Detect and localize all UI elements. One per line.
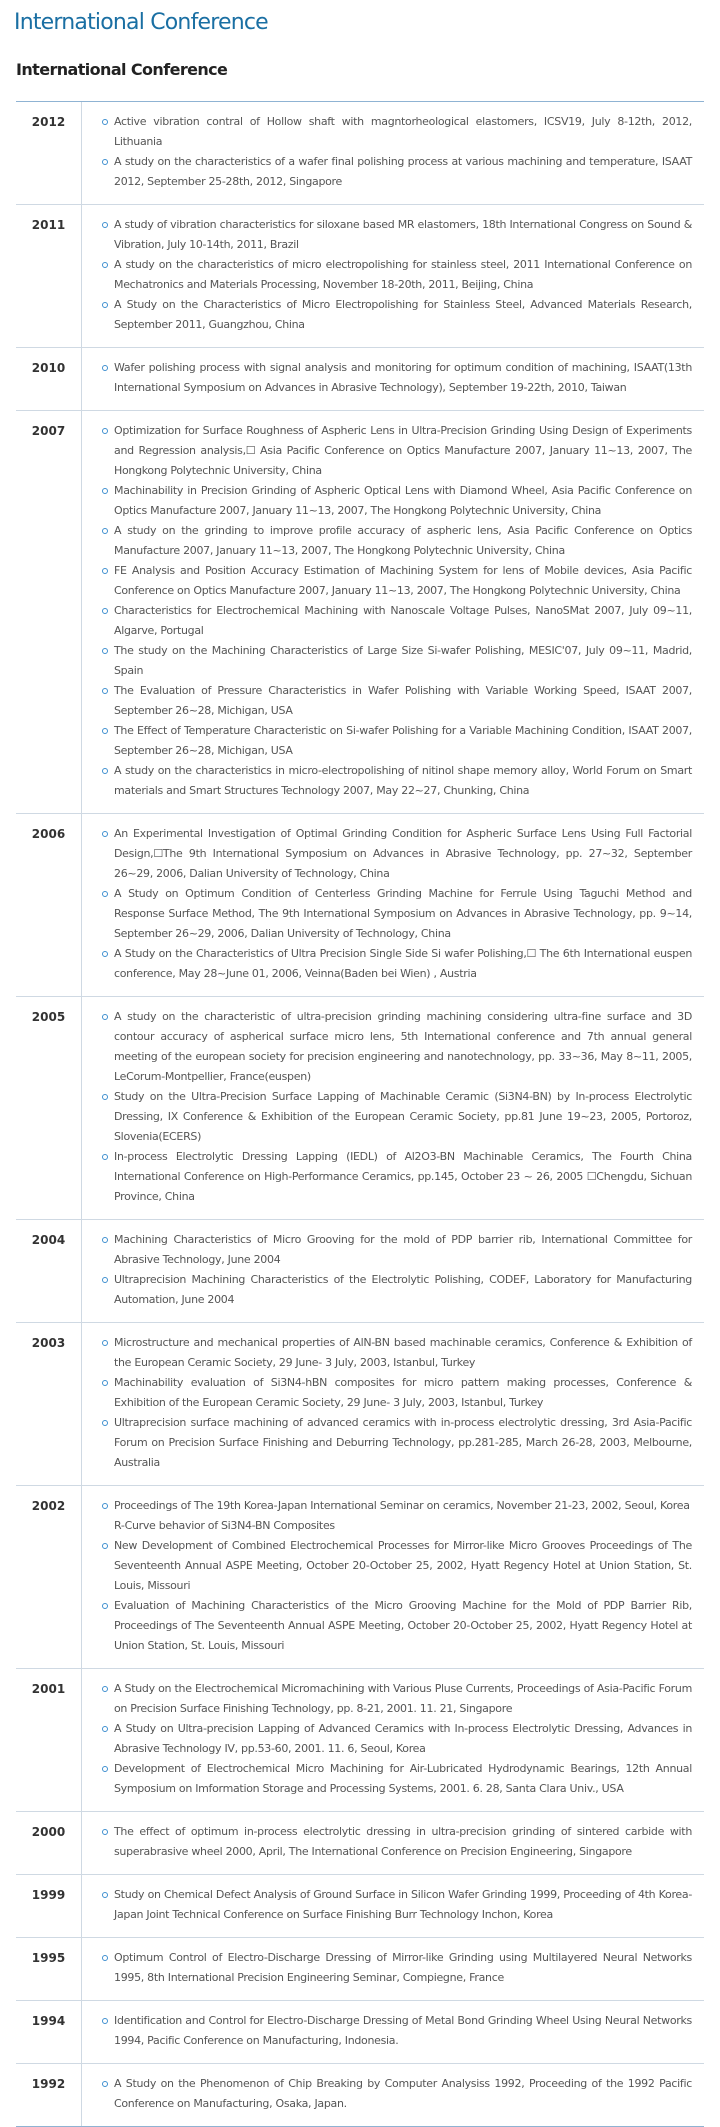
year-row — [16, 997, 704, 1220]
year-label: 2010 — [16, 348, 82, 410]
publication-list — [82, 1938, 704, 2000]
publication-list — [82, 411, 704, 813]
publication-item: A Study on the Phenomenon of Chip Breaking by Computer Analysiss 1992, Proceeding of the 1992 Pacific Conference on Manufacturing, Osaka, Japan. — [102, 2074, 692, 2114]
publication-item: Ultraprecision Machining Characteristics of the Electrolytic Polishing, CODEF, Laboratory for Manufacturing Automation, June 2004 — [102, 1270, 692, 1310]
year-row — [16, 1812, 704, 1875]
publication-item: Optimum Control of Electro-Discharge Dressing of Mirror-like Grinding using Multilayered Neural Networks 1995, 8th International Precision Engineering Seminar, Compiegne, France — [102, 1948, 692, 1988]
publication-list — [82, 2064, 704, 2126]
publication-item: New Development of Combined Electrochemical Processes for Mirror-like Micro Grooves Proceedings of The Seventeenth Annual ASPE Meeting, October 20-October 25, 2002, Hyatt Regency Hotel at Union Station, St. Louis, Missouri — [102, 1536, 692, 1596]
year-row — [16, 1220, 704, 1323]
publication-list — [82, 1669, 704, 1811]
year-row — [16, 1486, 704, 1669]
publication-item: The Effect of Temperature Characteristic on Si-wafer Polishing for a Variable Machining Condition, ISAAT 2007, September 26~28, Michigan, USA — [102, 721, 692, 761]
publication-item: A study on the grinding to improve profile accuracy of aspheric lens, Asia Pacific Conference on Optics Manufacture 2007, January 11~13, 2007, The Hongkong Polytechnic University, China — [102, 521, 692, 561]
publication-list — [82, 1220, 704, 1322]
publication-item: A study on the characteristics in micro-electropolishing of nitinol shape memory alloy, World Forum on Smart materials and Smart Structures Technology 2007, May 22~27, Chunking, China — [102, 761, 692, 801]
publication-list — [82, 102, 704, 204]
publication-item: A Study on the Characteristics of Micro Electropolishing for Stainless Steel, Advanced Materials Research, September 2011, Guangzhou, China — [102, 295, 692, 335]
section-title: International Conference — [16, 60, 228, 79]
year-row — [16, 348, 704, 411]
publication-item: Machining Characteristics of Micro Grooving for the mold of PDP barrier rib, International Committee for Abrasive Technology, June 2004 — [102, 1230, 692, 1270]
page-title: International Conference — [14, 10, 268, 35]
publication-item: R-Curve behavior of Si3N4-BN Composites — [114, 1519, 335, 1532]
publication-item: Study on Chemical Defect Analysis of Ground Surface in Silicon Wafer Grinding 1999, Proceeding of 4th Korea-Japan Joint Technical Conference on Surface Finishing Burr Technology Inchon, Korea — [102, 1885, 692, 1925]
year-label: 2005 — [16, 997, 82, 1219]
year-label: 2012 — [16, 102, 82, 204]
publication-item: Study on the Ultra-Precision Surface Lapping of Machinable Ceramic (Si3N4-BN) by In-process Electrolytic Dressing, IX Conference & Exhibition of the European Ceramic Society, pp.81 June 19~23, 2005, Portoroz, Slovenia(ECERS) — [102, 1087, 692, 1147]
publication-item: A Study on Optimum Condition of Centerless Grinding Machine for Ferrule Using Taguchi Method and Response Surface Method, The 9th International Symposium on Advances in Abrasive Technology, pp. 9~14, September 26~29, 2006, Dalian University of Technology, China — [102, 884, 692, 944]
publication-item: Characteristics for Electrochemical Machining with Nanoscale Voltage Pulses, NanoSMat 2007, July 09~11, Algarve, Portugal — [102, 601, 692, 641]
year-row — [16, 1938, 704, 2001]
year-label: 2000 — [16, 1812, 82, 1874]
publication-item: Microstructure and mechanical properties of AlN-BN based machinable ceramics, Conference & Exhibition of the European Ceramic Society, 29 June- 3 July, 2003, Istanbul, Turkey — [102, 1333, 692, 1373]
publication-item: Identification and Control for Electro-Discharge Dressing of Metal Bond Grinding Wheel Using Neural Networks 1994, Pacific Conference on Manufacturing, Indonesia. — [102, 2011, 692, 2051]
publication-item: Ultraprecision surface machining of advanced ceramics with in-process electrolytic dressing, 3rd Asia-Pacific Forum on Precision Surface Finishing and Deburring Technology, pp.281-285, March 26-28, 2003, Melbourne, Australia — [102, 1413, 692, 1473]
year-row — [16, 1323, 704, 1486]
year-row — [16, 1669, 704, 1812]
year-label: 1992 — [16, 2064, 82, 2126]
year-label: 2004 — [16, 1220, 82, 1322]
publication-item: A study on the characteristics of a wafer final polishing process at various machining and temperature, ISAAT 2012, September 25-28th, 2012, Singapore — [102, 152, 692, 192]
publication-item: A Study on the Electrochemical Micromachining with Various Pluse Currents, Proceedings of Asia-Pacific Forum on Precision Surface Finishing Technology, pp. 8-21, 2001. 11. 21, Singapore — [102, 1679, 692, 1719]
year-row — [16, 2001, 704, 2064]
publication-list — [82, 1323, 704, 1485]
publication-item: FE Analysis and Position Accuracy Estimation of Machining System for lens of Mobile devices, Asia Pacific Conference on Optics Manufacture 2007, January 11~13, 2007, The Hongkong Polytechnic University, China — [102, 561, 692, 601]
publication-item: Optimization for Surface Roughness of Aspheric Lens in Ultra-Precision Grinding Using Design of Experiments and Regression analysis,☐ Asia Pacific Conference on Optics Manufacture 2007, January 11~13, 2007, The Hongkong Polytechnic University, China — [102, 421, 692, 481]
year-label: 2011 — [16, 205, 82, 347]
publication-list — [82, 1486, 704, 1668]
publication-item: The effect of optimum in-process electrolytic dressing in ultra-precision grinding of sintered carbide with superabrasive wheel 2000, April, The International Conference on Precision Engineering, Singapore — [102, 1822, 692, 1862]
publication-list — [82, 1812, 704, 1874]
publication-list — [82, 2001, 704, 2063]
publication-list — [82, 814, 704, 996]
year-label: 2003 — [16, 1323, 82, 1485]
year-label: 1999 — [16, 1875, 82, 1937]
publication-item: Active vibration contral of Hollow shaft with magntorheological elastomers, ICSV19, July 8-12th, 2012, Lithuania — [102, 112, 692, 152]
publication-item: A Study on the Characteristics of Ultra Precision Single Side Si wafer Polishing,☐ The 6th International euspen conference, May 28~June 01, 2006, Veinna(Baden bei Wien) , Austria — [102, 944, 692, 984]
publication-item: An Experimental Investigation of Optimal Grinding Condition for Aspheric Surface Lens Using Full Factorial Design,☐The 9th International Symposium on Advances in Abrasive Technology, pp. 27~32, September 26~29, 2006, Dalian University of Technology, China — [102, 824, 692, 884]
publication-item: A study of vibration characteristics for siloxane based MR elastomers, 18th International Congress on Sound & Vibration, July 10-14th, 2011, Brazil — [102, 215, 692, 255]
publication-item: Machinability in Precision Grinding of Aspheric Optical Lens with Diamond Wheel, Asia Pacific Conference on Optics Manufacture 2007, January 11~13, 2007, The Hongkong Polytechnic University, China — [102, 481, 692, 521]
year-row — [16, 205, 704, 348]
year-row — [16, 2064, 704, 2126]
year-row — [16, 102, 704, 205]
publication-item: Proceedings of The 19th Korea-Japan International Seminar on ceramics, November 21-23, 2002, Seoul, Korea — [102, 1496, 692, 1516]
year-row — [16, 1875, 704, 1938]
publication-item: A Study on Ultra-precision Lapping of Advanced Ceramics with In-process Electrolytic Dressing, Advances in Abrasive Technology IV, pp.53-60, 2001. 11. 6, Seoul, Korea — [102, 1719, 692, 1759]
year-row — [16, 411, 704, 814]
year-label: 1995 — [16, 1938, 82, 2000]
year-label: 2002 — [16, 1486, 82, 1668]
year-row — [16, 814, 704, 997]
year-label: 2006 — [16, 814, 82, 996]
year-label: 1994 — [16, 2001, 82, 2063]
year-label: 2001 — [16, 1669, 82, 1811]
publication-item: Development of Electrochemical Micro Machining for Air-Lubricated Hydrodynamic Bearings, 12th Annual Symposium on Imformation Storage and Processing Systems, 2001. 6. 28, Santa Clara Univ., USA — [102, 1759, 692, 1799]
publication-item: Evaluation of Machining Characteristics of the Micro Grooving Machine for the Mold of PDP Barrier Rib, Proceedings of The Seventeenth Annual ASPE Meeting, October 20-October 25, 2002, Hyatt Regency Hotel at Union Station, St. Louis, Missouri — [102, 1596, 692, 1656]
publication-item: Machinability evaluation of Si3N4-hBN composites for micro pattern making processes, Conference & Exhibition of the European Ceramic Society, 29 June- 3 July, 2003, Istanbul, Turkey — [102, 1373, 692, 1413]
publication-item: Wafer polishing process with signal analysis and monitoring for optimum condition of machining, ISAAT(13th International Symposium on Advances in Abrasive Technology), September 19-22th, 2010, Taiwan — [102, 358, 692, 398]
publication-item: In-process Electrolytic Dressing Lapping (IEDL) of Al2O3-BN Machinable Ceramics, The Fourth China International Conference on High-Performance Ceramics, pp.145, October 23 ~ 26, 2005 ☐Chengdu, Sichuan Province, China — [102, 1147, 692, 1207]
publication-item: The study on the Machining Characteristics of Large Size Si-wafer Polishing, MESIC'07, July 09~11, Madrid, Spain — [102, 641, 692, 681]
publication-item: A study on the characteristic of ultra-precision grinding machining considering ultra-fine surface and 3D contour accuracy of aspherical surface micro lens, 5th International conference and 7th annual general meeting of the european society for precision engineering and nanotechnology, pp. 33~36, May 8~11, 2005, LeCorum-Montpellier, France(euspen) — [102, 1007, 692, 1087]
publication-list — [82, 997, 704, 1219]
publication-list — [82, 205, 704, 347]
year-label: 2007 — [16, 411, 82, 813]
conference-table — [16, 101, 704, 2127]
publication-list — [82, 1875, 704, 1937]
publication-list — [82, 348, 704, 410]
publication-item: The Evaluation of Pressure Characteristics in Wafer Polishing with Variable Working Speed, ISAAT 2007, September 26~28, Michigan, USA — [102, 681, 692, 721]
publication-item: A study on the characteristics of micro electropolishing for stainless steel, 2011 International Conference on Mechatronics and Materials Processing, November 18-20th, 2011, Beijing, China — [102, 255, 692, 295]
